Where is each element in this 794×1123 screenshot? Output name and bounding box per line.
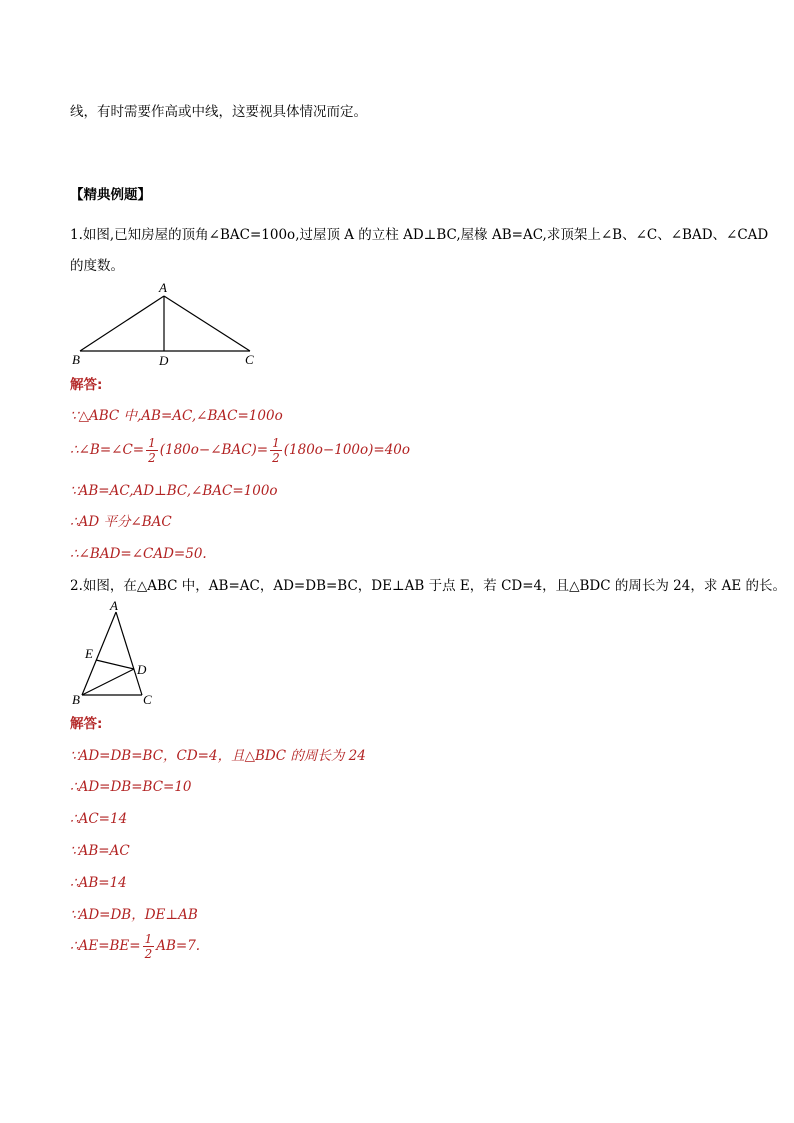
q2-label-d: D — [137, 662, 147, 677]
section-title: 【精典例题】 — [70, 187, 151, 203]
q1-segment-ac — [164, 296, 250, 351]
q2-segment-bd — [82, 669, 134, 695]
q2-step-2: ∴AD=DB=BC=10 — [70, 779, 192, 795]
q1-label-b: B — [72, 352, 80, 367]
intro-text: 线，有时需要作高或中线，这要视具体情况而定。 — [70, 104, 367, 120]
q1-answer-label: 解答: — [70, 377, 103, 393]
q1-label-c: C — [245, 352, 254, 367]
q1-step-1: ∵△ABC 中,AB=AC,∠BAC=100o — [70, 408, 283, 424]
q1-text-line1: 1.如图,已知房屋的顶角∠BAC=100o,过屋顶 A 的立柱 AD⊥BC,屋椽 AB=AC,求顶架上∠B、∠C、∠BAD、∠CAD — [70, 227, 769, 243]
q1-label-d: D — [159, 353, 169, 368]
q1-step-5: ∴∠BAD=∠CAD=50. — [70, 546, 207, 562]
q2-step-5: ∴AB=14 — [70, 875, 127, 891]
q2-answer-label: 解答: — [70, 716, 103, 732]
q2-label-e: E — [85, 646, 93, 661]
q2-segment-de — [96, 660, 134, 669]
q2-label-a: A — [110, 598, 118, 613]
q1-text-line2: 的度数。 — [70, 258, 124, 274]
q2-figure — [66, 598, 166, 710]
q2-label-b: B — [72, 692, 80, 707]
q1-segment-ab — [80, 296, 164, 351]
q1-fraction-half: $\frac{1}{2}$ — [148, 436, 156, 465]
q2-step-4: ∵AB=AC — [70, 843, 130, 859]
q2-step-7: ∴AE=BE= $\frac{1}{2}$ AB=7. — [70, 932, 201, 961]
q1-figure — [60, 278, 280, 373]
q1-label-a: A — [159, 280, 167, 295]
q2-label-c: C — [143, 692, 152, 707]
q1-step-3: ∵AB=AC,AD⊥BC,∠BAC=100o — [70, 483, 278, 499]
q1-step-4: ∴AD 平分∠BAC — [70, 514, 172, 530]
q1-fraction-half-2: $\frac{1}{2}$ — [272, 436, 280, 465]
q2-fraction-half: $\frac{1}{2}$ — [144, 932, 153, 961]
q2-step-1: ∵AD=DB=BC，CD=4，且△BDC 的周长为 24 — [70, 748, 366, 764]
q2-step-3: ∴AC=14 — [70, 811, 128, 827]
q2-step-6: ∵AD=DB，DE⊥AB — [70, 907, 198, 923]
q1-step-2: ∴∠B=∠C= $\frac{1}{2}$ (180o−∠BAC)= $\frac{1}{2}$ (180o−100o)=40o — [70, 436, 411, 465]
q2-segment-ac — [116, 612, 142, 695]
q2-text-line1: 2.如图，在△ABC 中，AB=AC，AD=DB=BC，DE⊥AB 于点 E，若 CD=4，且△BDC 的周长为 24，求 AE 的长。 — [70, 578, 787, 594]
